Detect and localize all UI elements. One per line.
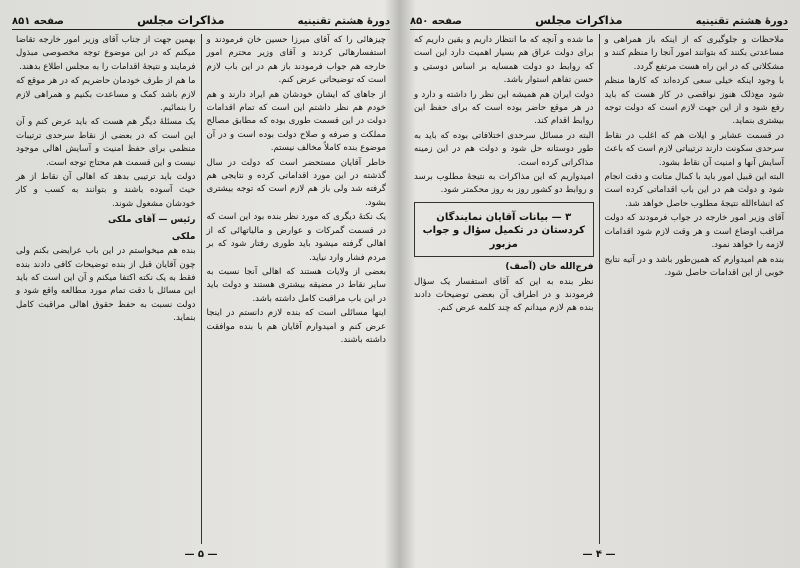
speaker-name: ملکی	[171, 231, 196, 242]
left-header-title: مذاکرات مجلس	[137, 13, 225, 27]
left-column-left	[12, 34, 200, 544]
right-header-title: مذاکرات مجلس	[535, 13, 623, 27]
section-title: ۳ — بیانات آقایان نمایندگان کردستان در تکمیل سؤال و جواب مزبور	[422, 211, 585, 250]
paragraph: بنده هم امیدوارم که همین‌طور باشد و در آتیه نتایج خوبی از این اقدامات حاصل شود.	[604, 254, 784, 278]
paragraph: بعضی از ولایات هستند که اهالی آنجا نسبت به سایر نقاط در مضیقه بیشتری هستند و دولت باید در این باب مراقبت کامل داشته باشد.	[206, 266, 386, 304]
left-page	[6, 4, 396, 564]
speaker-name: فرج‌الله خان (آصف)	[505, 262, 594, 273]
right-header-page-number: صفحه ۸۵۰	[410, 16, 462, 27]
paragraph: یک مسئلهٔ دیگر هم هست که باید عرض کنم و آن این است که در بعضی از نقاط سرحدی ترتیبات منظمی برای حفظ امنیت و آسایش اهالی موجود نیست و این قسمت هم محتاج توجه است.	[16, 117, 196, 168]
column-divider	[599, 34, 600, 544]
right-header-volume: دورهٔ هشتم تقنینیه	[695, 16, 788, 27]
left-page-header	[12, 8, 390, 30]
paragraph: از جاهای که ایشان خودشان هم ایراد دارند و هم خودم هم نظر داشتم این است که تمام اقدامات دولت در این قسمت طوری بوده که مطابق مصالح مملکت و صرفه و صلاح دولت بوده است و در آن موضوع بنده کاملاً مخالف نیستم.	[206, 89, 386, 154]
section-heading-box	[414, 202, 594, 257]
left-header-page-number: صفحه ۸۵۱	[12, 16, 64, 27]
paragraph: البته این قبیل امور باید با کمال متانت و دقت انجام شود و دولت هم در این باب اقداماتی کرده است که انشاءالله نتیجهٔ مطلوب حاصل خواهد شد.	[604, 172, 784, 209]
paragraph: بهمین جهت از جناب آقای وزیر امور خارجه تقاضا میکنم که در این موضوع توجه مخصوصی مبذول فرمایند و نتیجهٔ اقدامات را به مجلس اطلاع بدهند.	[16, 35, 196, 72]
right-page-footer: — ۴ —	[582, 549, 616, 560]
paragraph: با وجود اینکه خیلی سعی کرده‌اند که کارها منظم شود مع‌ذلک هنوز نواقصی در کار هست که باید رفع شود و از این جهت لازم است که دولت توجه بیشتری بنماید.	[604, 76, 784, 127]
paragraph: آقای وزیر امور خارجه در جواب فرمودند که دولت مراقب اوضاع است و هر وقت لازم شود اقدامات لازمه را خواهد نمود.	[604, 213, 784, 251]
paragraph: چیزهائی را که آقای میرزا حسین خان فرمودند و استفسارهائی کردند و آقای وزیر محترم امور خارجه هم جواب فرمودند باز هم در این باب لازم است که توضیحاتی عرض کنم.	[206, 35, 386, 86]
right-page	[404, 4, 794, 564]
left-header-volume: دورهٔ هشتم تقنینیه	[297, 16, 390, 27]
paragraph: ما شده و آنچه که ما انتظار داریم و یقین داریم که برای دولت عراق هم بسیار اهمیت دارد این است که روابط دو دولت همسایه بر اساس دوستی و حسن تفاهم استوار باشد.	[414, 35, 594, 86]
paragraph: البته در مسائل سرحدی اختلافاتی بوده که باید به طور دوستانه حل شود و دولت هم در این زمینه مذاکراتی کرده است.	[414, 130, 594, 168]
left-page-footer: — ۵ —	[184, 549, 218, 560]
column-divider	[201, 34, 202, 544]
paragraph: خاطر آقایان مستحضر است که دولت در سال گذشته در این مورد اقداماتی کرده و نتایجی هم گرفته شد ولی باز هم لازم است که توجه بیشتری بشود.	[206, 157, 386, 208]
right-column-left	[410, 34, 598, 544]
paragraph: امیدواریم که این مذاکرات به نتیجهٔ مطلوب برسد و روابط دو کشور روز به روز محکمتر شود.	[414, 172, 594, 196]
paragraph: دولت باید ترتیبی بدهد که اهالی آن نقاط از هر حیث آسوده باشند و بتوانند به کسب و کار خودشان مشغول شوند.	[16, 172, 196, 209]
paragraph: ملاحظات و جلوگیری که از اینکه باز همراهی و مساعدتی بکنند که بتوانند امور آنجا را منظم کنند و مشکلاتی که در این راه هست مرتفع گردد.	[604, 35, 784, 72]
paragraph: دولت ایران هم همیشه این نظر را داشته و دارد و در هر موقع حاضر بوده است که برای حفظ این روابط اقدام کند.	[414, 89, 594, 127]
right-page-columns	[410, 34, 788, 544]
paragraph: اینها مسائلی است که بنده لازم دانستم در اینجا عرض کنم و امیدوارم آقایان هم با بنده موافقت داشته باشند.	[206, 308, 386, 345]
paragraph: ما هم از طرف خودمان حاضریم که در هر موقع که لازم باشد کمک و مساعدت بکنیم و همراهی لازم را بنمائیم.	[16, 76, 196, 114]
right-page-header	[410, 8, 788, 30]
left-page-columns	[12, 34, 390, 544]
paragraph: بنده هم میخواستم در این باب عرایضی بکنم ولی چون آقایان قبل از بنده توضیحات کافی دادند بنده فقط به یک نکته اکتفا میکنم و آن این است که باید این مسائل با دقت تمام مورد مطالعه واقع شود و دولت نسبت به حفظ حقوق اهالی مراقبت کامل بنماید.	[16, 246, 196, 324]
speaker-line: رئیس — آقای ملکی	[107, 215, 196, 226]
paragraph: یک نکتهٔ دیگری که مورد نظر بنده بود این است که در قسمت گمرکات و عوارض و مالیاتهائی که از اهالی گرفته میشود باید طوری رفتار شود که بر مردم فشار وارد نیاید.	[206, 212, 386, 263]
paragraph: در قسمت عشایر و ایلات هم که اغلب در نقاط سرحدی سکونت دارند ترتیباتی لازم است که باعث آسایش آنها و امنیت آن نقاط بشود.	[604, 130, 784, 168]
left-column-right	[203, 34, 391, 544]
right-column-right	[601, 34, 789, 544]
paragraph: نظر بنده به این که آقای استفسار یک سؤال فرمودند و در اطراف آن بعضی توضیحات دادند بنده هم لازم میدانم که چند کلمه عرض کنم.	[414, 276, 594, 314]
